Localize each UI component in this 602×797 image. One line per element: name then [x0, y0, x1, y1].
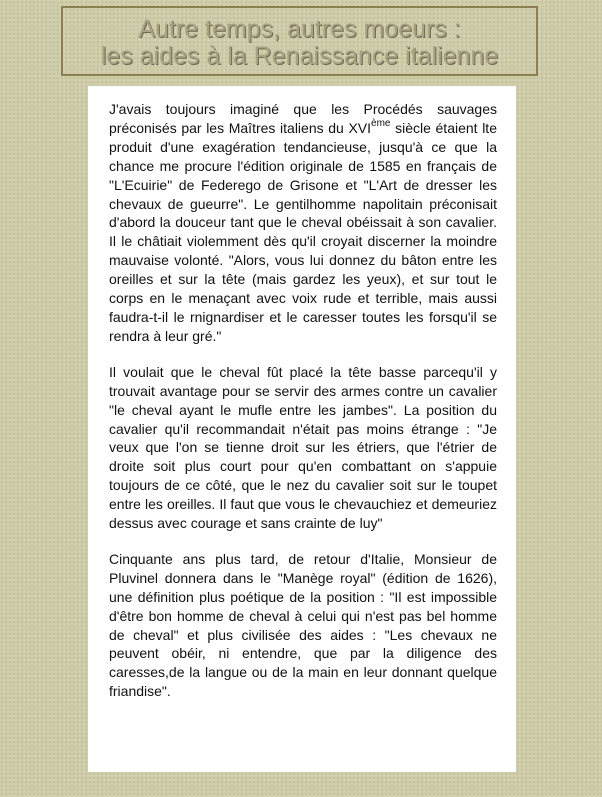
paragraph-3: Cinquante ans plus tard, de retour d'Italie, Monsieur de Pluvinel donnera dans le "Manège royal" (édition de 1626), une définition plus poétique de la position : "Il est impossible d'être bon homme de cheval à celui qui n'est pas bel homme de cheval" et plus civilisée des aides : "Les chevaux ne peuvent obéir, ni entendre, que par la diligence des caresses,de la langue ou de la main en leur donnant quelque friandise". — [109, 550, 497, 700]
page-title-line-1: Autre temps, autres moeurs : — [138, 15, 461, 43]
page-title-line-2: les aides à la Renaissance italienne — [100, 42, 499, 70]
paragraph-1 — [109, 100, 497, 346]
century-superscript: ème — [371, 118, 391, 130]
article-panel — [88, 86, 516, 772]
paragraph-1-text-start: J'avais toujours imaginé que les Procédés sauvages préconisés par les Maîtres italiens du XVI — [109, 101, 497, 136]
paragraph-2: Il voulait que le cheval fût placé la tête basse parcequ'il y trouvait avantage pour se servir des armes contre un cavalier "le cheval ayant le mufle entre les jambes". La position du cavalier qu'il recommandait n'était pas moins étrange : "Je veux que l'on se tienne droit sur les étriers, que l'étrier de droite soit plus court pour qu'en combattant on s'appuie toujours de ce côté, que le nez du cavalier soit sur le toupet entre les oreilles. Il faut que vous le chevauchiez et demeuriez dessus avec courage et sans crainte de luy" — [109, 363, 497, 532]
title-box — [61, 6, 538, 76]
paragraph-1-text-end: siècle étaient lte produit d'une exagération tendancieuse, jusqu'à ce que la chance me procure l'édition originale de 1585 en français de "L'Ecuirie" de Federego de Grisone et "L'Art de dresser les chevaux de gueurre". Le gentilhomme napolitain préconisait d'abord la douceur tant que le cheval obéissait à son cavalier. Il le châtiait violemment dès qu'il croyait discerner la moindre mauvaise volonté. "Alors, vous lui donnez du bâton entre les oreilles et sur la tête (mais gardez les yeux), et sur tout le corps en le menaçant avec voix rude et terrible, mais aussi faudra-t-il le rnignardiser et le caresser toutes les forsqu'il se rendra à leur gré." — [109, 119, 497, 344]
